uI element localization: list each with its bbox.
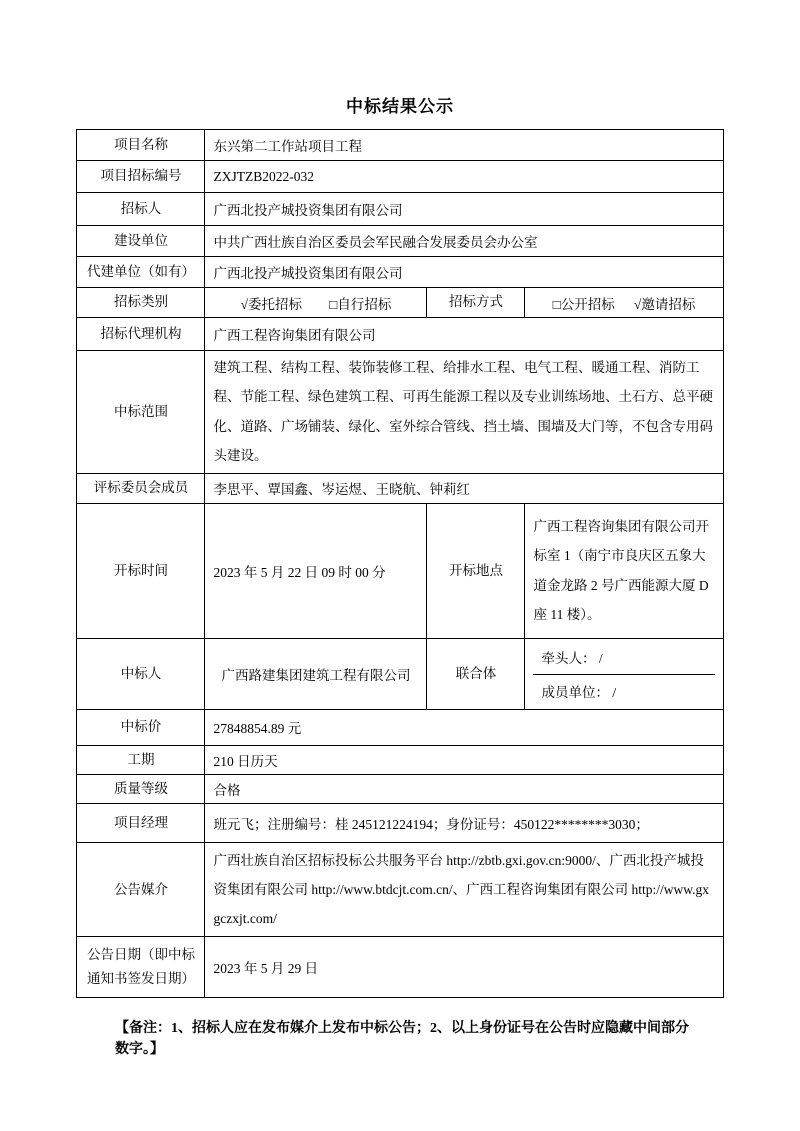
duration-label: 工期	[77, 745, 205, 774]
row-announcement-media	[77, 843, 723, 937]
row-construction-unit	[77, 226, 723, 257]
checkbox-invited-checked: √邀请招标	[633, 296, 696, 312]
construction-unit-value: 中共广西壮族自治区委员会军民融合发展委员会办公室	[205, 226, 723, 257]
tender-agency-label: 招标代理机构	[77, 318, 205, 351]
duration-value: 210 日历天	[205, 745, 723, 774]
quality-grade-value: 合格	[205, 774, 723, 803]
checkbox-self-run-unchecked: □自行招标	[329, 296, 392, 312]
quality-grade-label: 质量等级	[77, 774, 205, 803]
tender-no-value: ZXJTZB2022-032	[205, 161, 723, 193]
row-announcement-date	[77, 937, 723, 998]
bid-scope-label: 中标范围	[77, 351, 205, 474]
construction-unit-label: 建设单位	[77, 226, 205, 257]
announcement-date-value: 2023 年 5 月 29 日	[205, 937, 723, 998]
tender-method-label: 招标方式	[427, 288, 525, 318]
consortium-cell	[525, 638, 723, 709]
consortium-leader: 牵头人： /	[541, 651, 603, 667]
winner-label: 中标人	[77, 638, 205, 709]
project-name-label: 项目名称	[77, 130, 205, 161]
bid-opening-time-label: 开标时间	[77, 503, 205, 638]
agent-unit-value: 广西北投产城投资集团有限公司	[205, 257, 723, 288]
row-evaluation-committee	[77, 473, 723, 503]
row-tender-agency	[77, 318, 723, 351]
tender-category-options	[205, 288, 427, 318]
evaluation-committee-value: 李思平、覃国鑫、岑运煜、王晓航、钟莉红	[205, 473, 723, 503]
remark-note: 【备注：1、招标人应在发布媒介上发布中标公告；2、以上身份证号在公告时应隐藏中间部分数字。】	[115, 1021, 689, 1057]
bid-price-label: 中标价	[77, 709, 205, 745]
row-bid-price	[77, 709, 723, 745]
row-bid-opening	[77, 503, 723, 638]
consortium-members: 成员单位： /	[533, 674, 714, 707]
bid-opening-place-label: 开标地点	[427, 503, 525, 638]
announcement-date-label: 公告日期（即中标通知书签发日期）	[77, 937, 205, 998]
agent-unit-label: 代建单位（如有）	[77, 257, 205, 288]
result-table	[76, 129, 723, 998]
tender-category-label: 招标类别	[77, 288, 205, 318]
tenderer-value: 广西北投产城投资集团有限公司	[205, 193, 723, 226]
announcement-media-value: 广西壮族自治区招标投标公共服务平台 http://zbtb.gxi.gov.cn:9000/、广西北投产城投资集团有限公司 http://www.btdcjt.com.cn/、广西工程咨询集团有限公司 http://www.gxgczxjt.com/	[205, 843, 723, 937]
row-duration	[77, 745, 723, 774]
winner-value: 广西路建集团建筑工程有限公司	[205, 638, 427, 709]
row-quality-grade	[77, 774, 723, 803]
checkbox-open-unchecked: □公开招标	[552, 296, 615, 312]
row-project-name	[77, 130, 723, 161]
tender-agency-value: 广西工程咨询集团有限公司	[205, 318, 723, 351]
project-manager-label: 项目经理	[77, 804, 205, 843]
announcement-media-label: 公告媒介	[77, 843, 205, 937]
tender-method-options	[525, 288, 723, 318]
row-project-manager	[77, 804, 723, 843]
row-winner	[77, 638, 723, 709]
row-bid-scope	[77, 351, 723, 474]
project-name-value: 东兴第二工作站项目工程	[205, 130, 723, 161]
bid-price-value: 27848854.89 元	[205, 709, 723, 745]
page-title: 中标结果公示	[346, 97, 454, 116]
project-manager-value: 班元飞；注册编号：桂 245121224194；身份证号：450122********3030；	[205, 804, 723, 843]
tenderer-label: 招标人	[77, 193, 205, 226]
evaluation-committee-label: 评标委员会成员	[77, 473, 205, 503]
tender-no-label: 项目招标编号	[77, 161, 205, 193]
row-agent-unit	[77, 257, 723, 288]
bid-scope-value: 建筑工程、结构工程、装饰装修工程、给排水工程、电气工程、暖通工程、消防工程、节能工程、绿色建筑工程、可再生能源工程以及专业训练场地、土石方、总平硬化、道路、广场铺装、绿化、室外综合管线、挡土墙、围墙及大门等，不包含专用码头建设。	[205, 351, 723, 474]
row-tender-category	[77, 288, 723, 318]
row-tenderer	[77, 193, 723, 226]
checkbox-delegated-checked: √委托招标	[240, 296, 303, 312]
bid-opening-time-value: 2023 年 5 月 22 日 09 时 00 分	[205, 503, 427, 638]
row-tender-no	[77, 161, 723, 193]
consortium-label: 联合体	[427, 638, 525, 709]
bid-opening-place-value: 广西工程咨询集团有限公司开标室 1（南宁市良庆区五象大道金龙路 2 号广西能源大厦 D 座 11 楼）。	[525, 503, 723, 638]
